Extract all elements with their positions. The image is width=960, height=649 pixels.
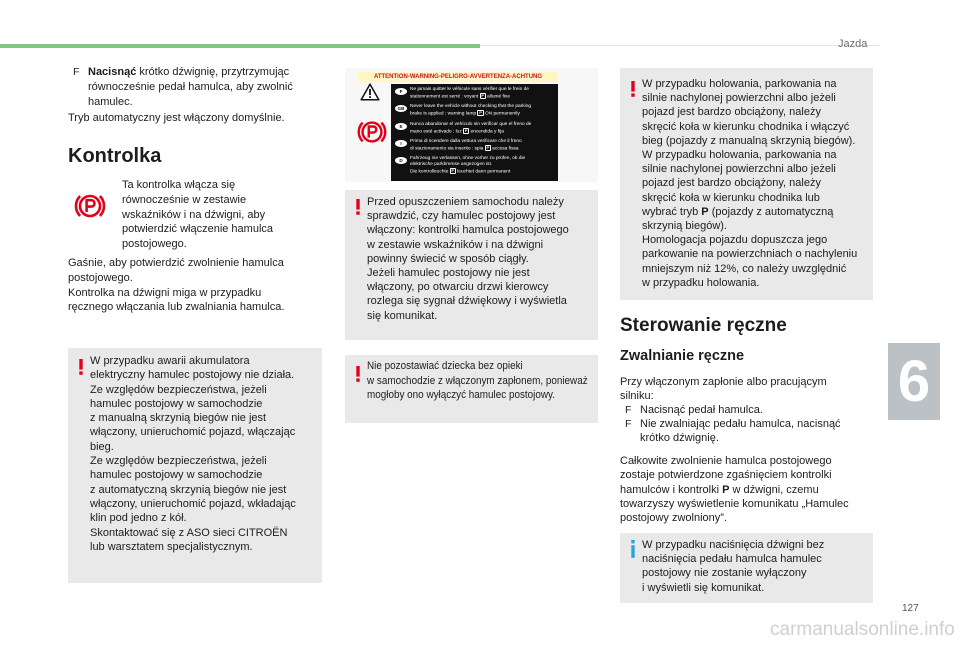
text-line: postojowego. xyxy=(68,271,133,284)
text-line: Przy włączonym zapłonie albo pracującym xyxy=(620,376,827,388)
towing-slope-warning-box xyxy=(620,68,873,300)
sticker-row-text xyxy=(410,104,531,117)
auto-mode-note: Tryb automatyczny jest włączony domyślnie. xyxy=(68,112,285,124)
sticker-header: ATTENTION-WARNING-PELIGRO-AVVERTENZA-ACHTUNG xyxy=(358,72,558,82)
text-line xyxy=(642,205,857,219)
parking-brake-lamp-icon: P xyxy=(451,168,455,173)
text-line: Nie zwalniając pedału hamulca, nacisnąć xyxy=(640,418,841,430)
parking-brake-lamp-icon: P xyxy=(479,110,482,115)
section-heading-indicator: Kontrolka xyxy=(68,145,162,167)
text-line: w samochodzie z włączonym zapłonem, ponieważ xyxy=(367,374,588,387)
text-line: bieg (pojazdy z manualną skrzynią biegów). xyxy=(642,134,856,147)
text-span: krótko dźwignię, przytrzymując xyxy=(136,66,290,78)
chapter-color-bar xyxy=(0,44,480,48)
section-title: Jazda xyxy=(838,38,868,50)
towing-slope-warning-text xyxy=(642,77,857,290)
release-confirmation xyxy=(620,454,849,525)
child-warning-box xyxy=(345,355,598,423)
text-line: z automatyczną skrzynią biegów nie jest xyxy=(90,483,287,496)
text-line xyxy=(410,128,531,135)
text-line: Skontaktować się z ASO sieci CITROËN xyxy=(90,526,288,539)
text-line: Kontrolka na dźwigni miga w przypadku xyxy=(68,286,262,299)
text-span: (pojazdy z automatyczną xyxy=(708,205,834,218)
text-line: wskaźników i na dźwigni, aby xyxy=(122,208,266,221)
warning-icon xyxy=(355,366,361,385)
info-text xyxy=(642,538,824,595)
sticker-row-text xyxy=(410,156,525,175)
text-span: stationnement est serré : voyant xyxy=(410,94,480,100)
text-line xyxy=(410,110,531,117)
indicator-off-description xyxy=(68,256,284,315)
text-line: ręcznego włączania lub zwalniania hamulca. xyxy=(68,301,285,314)
release-instruction xyxy=(88,65,293,110)
text-line: Gaśnie, aby potwierdzić zwolnienie hamulca xyxy=(68,257,284,269)
text-line: krótko dźwignię. xyxy=(640,432,719,445)
info-box xyxy=(620,533,873,603)
text-line: elektryczny hamulec postojowy nie działa. xyxy=(90,369,295,382)
parking-brake-lamp-icon: P xyxy=(481,93,484,98)
text-span: allumé fixe xyxy=(485,94,510,100)
text-line: sprawdzić, czy hamulec postojowy jest xyxy=(367,210,556,223)
bullet-marker: F xyxy=(625,418,632,430)
bold-text: Nacisnąć xyxy=(88,66,137,78)
text-line: Fahrzeug nie verlassen, ohne vorher zu prüfen, ob die xyxy=(410,156,526,161)
battery-failure-warning-box xyxy=(68,348,322,583)
language-code-badge: F xyxy=(395,88,407,95)
text-line: włączony, po otwarciu drzwi kierowcy xyxy=(367,281,549,294)
text-line: postojowego. xyxy=(122,238,187,251)
text-line: i wyświetli się komunikat. xyxy=(642,581,765,594)
release-condition xyxy=(620,375,827,403)
text-line: skręcić koła w kierunku chodnika i włączyć xyxy=(642,120,850,133)
text-span: hamulców i kontrolki xyxy=(620,483,723,496)
text-line: Ta kontrolka włącza się xyxy=(122,179,236,191)
text-line: powinny świecić w sposób ciągły. xyxy=(367,252,529,265)
parking-brake-warning-sticker xyxy=(345,68,598,182)
text-line: towarzyszy wyświetlenie komunikatu „Hamulec xyxy=(620,497,849,510)
text-line: Nunca abandonar el vehículo sin verificar que el freno de xyxy=(410,122,532,127)
parking-brake-icon xyxy=(72,188,108,224)
bold-text: P xyxy=(722,483,730,496)
text-line: mogłoby ono wyłączyć hamulec postojowy. xyxy=(367,389,556,402)
parking-brake-icon xyxy=(355,115,389,149)
text-line: W przypadku holowania, parkowania na xyxy=(642,78,837,90)
text-span: ON permanently xyxy=(483,111,520,117)
release-step-1 xyxy=(640,403,763,417)
leaving-vehicle-warning-box xyxy=(345,190,598,340)
text-span: leuchtet dann permanent xyxy=(455,169,511,175)
language-code-badge: E xyxy=(395,123,407,130)
text-line xyxy=(88,65,293,80)
text-line: Całkowite zwolnienie hamulca postojowego xyxy=(620,455,832,467)
text-line: skręcić koła w kierunku chodnika lub xyxy=(642,191,820,204)
text-line: Prima di scendere dalla vettura verificare che il freno xyxy=(410,139,522,144)
text-line: parkowanie na powierzchniach o nachyleniu xyxy=(642,248,858,261)
text-line: w przypadku holowania. xyxy=(642,276,760,289)
text-line: naciśnięcia pedału hamulca hamulec xyxy=(642,553,822,566)
warning-triangle-icon xyxy=(360,83,380,101)
text-line: W przypadku naciśnięcia dźwigni bez xyxy=(642,539,825,551)
text-span: brake is applied : warning lamp xyxy=(410,111,478,117)
text-line: Ze względów bezpieczeństwa, jeżeli xyxy=(90,383,267,396)
text-line: silnie nachylonej powierzchni albo jeżeli xyxy=(642,92,836,105)
text-line: Nie pozostawiać dziecka bez opieki xyxy=(367,360,523,372)
text-line: zostaje potwierdzone zgaśnięciem kontrolki xyxy=(620,469,832,482)
text-line: Ne jamais quitter le véhicule sans vérifier que le frein de xyxy=(410,87,529,92)
text-line: mniejszym niż 12%, co należy uwzględnić xyxy=(642,262,847,275)
release-step-2 xyxy=(640,417,841,445)
text-line: bieg. xyxy=(90,440,114,453)
header-rule xyxy=(480,45,880,46)
text-line xyxy=(410,168,525,175)
language-code-badge: I xyxy=(395,140,407,147)
child-warning-text xyxy=(367,359,588,403)
chapter-tab: 6 xyxy=(888,343,940,420)
text-line xyxy=(620,483,849,497)
text-line: hamulec postojowy w samochodzie xyxy=(90,397,263,410)
indicator-description xyxy=(122,178,273,252)
sticker-text-panel xyxy=(391,84,558,181)
subsection-heading-manual-release: Zwalnianie ręczne xyxy=(620,348,745,364)
text-span: w dźwigni, czemu xyxy=(729,483,819,496)
text-line: postojowy nie zostanie wyłączony xyxy=(642,567,807,580)
language-code-badge: D xyxy=(395,157,407,164)
warning-icon xyxy=(355,199,361,218)
bullet-marker: F xyxy=(625,404,632,416)
text-line: Ze względów bezpieczeństwa, jeżeli xyxy=(90,455,267,468)
page-number: 127 xyxy=(902,603,919,614)
text-line: W przypadku awarii akumulatora xyxy=(90,355,250,367)
text-line: klin pod jedno z kół. xyxy=(90,512,187,525)
text-span: encendida y fija xyxy=(469,129,504,135)
text-line: W przypadku holowania, parkowania na xyxy=(642,149,837,162)
text-line: z manualną skrzynią biegów nie jest xyxy=(90,412,267,425)
text-line: w zestawie wskaźników i na dźwigni xyxy=(367,238,544,251)
text-span: accesa fissa xyxy=(490,146,519,152)
text-line: hamulec postojowy w samochodzie xyxy=(90,469,263,482)
text-line: włączony, unieruchomić pojazd, wkładając xyxy=(90,497,296,510)
bold-text: P xyxy=(701,205,709,218)
text-line xyxy=(410,93,529,100)
text-span: di stazionamento sia inserito : spia xyxy=(410,146,485,152)
text-line: pojazd jest bardzo obciążony, należy xyxy=(642,177,821,190)
language-code-badge: GB xyxy=(395,105,407,112)
leaving-vehicle-warning-text xyxy=(367,195,569,323)
text-line: silniku: xyxy=(620,390,654,403)
battery-failure-warning-text xyxy=(90,354,296,554)
text-line: potwierdzić włączenie hamulca xyxy=(122,223,274,236)
text-line: włączony, unieruchomić pojazd, włączając xyxy=(90,426,296,439)
text-line: Never leave the vehicle without checking that the parking xyxy=(410,104,532,109)
text-line: się komunikat. xyxy=(367,309,438,322)
text-span: Die kontrolleuchte xyxy=(410,169,450,175)
text-line: hamulec. xyxy=(88,96,133,108)
sticker-row-text xyxy=(410,87,529,100)
watermark: carmanualsonline.info xyxy=(770,619,955,640)
text-span: wybrać tryb xyxy=(642,205,702,218)
parking-brake-lamp-icon: P xyxy=(486,145,490,150)
text-line: pojazd jest bardzo obciążony, należy xyxy=(642,106,821,119)
text-line: elektrische parkbremse angezogen ist. xyxy=(410,161,493,167)
text-line: Nacisnąć pedał hamulca. xyxy=(640,404,763,416)
warning-icon xyxy=(630,81,636,100)
text-line xyxy=(410,145,522,152)
text-line: Homologacja pojazdu dopuszcza jego xyxy=(642,234,828,247)
text-line: włączony: kontrolki hamulca postojowego xyxy=(367,224,569,237)
warning-icon xyxy=(78,359,84,378)
parking-brake-lamp-icon: P xyxy=(464,128,468,133)
text-line: skrzynią biegów). xyxy=(642,220,727,233)
text-line: postojowy zwolniony”. xyxy=(620,512,727,525)
text-line: lub warsztatem specjalistycznym. xyxy=(90,540,253,553)
bullet-marker: F xyxy=(73,66,80,78)
text-span: mano esté activado : luz xyxy=(410,129,464,135)
text-line: Jeżeli hamulec postojowy nie jest xyxy=(367,267,530,280)
text-line: rozlega się sygnał dźwiękowy i wyświetla xyxy=(367,295,567,308)
text-line: równocześnie pedał hamulca, aby zwolnić xyxy=(88,81,293,93)
info-icon xyxy=(630,540,636,561)
text-line: równocześnie w zestawie xyxy=(122,193,247,206)
text-line: silnie nachylonej powierzchni albo jeżeli xyxy=(642,163,836,176)
sticker-row-text xyxy=(410,122,531,135)
section-heading-manual-control: Sterowanie ręczne xyxy=(620,315,787,336)
sticker-row-text xyxy=(410,139,522,152)
text-line: Przed opuszczeniem samochodu należy xyxy=(367,196,564,208)
